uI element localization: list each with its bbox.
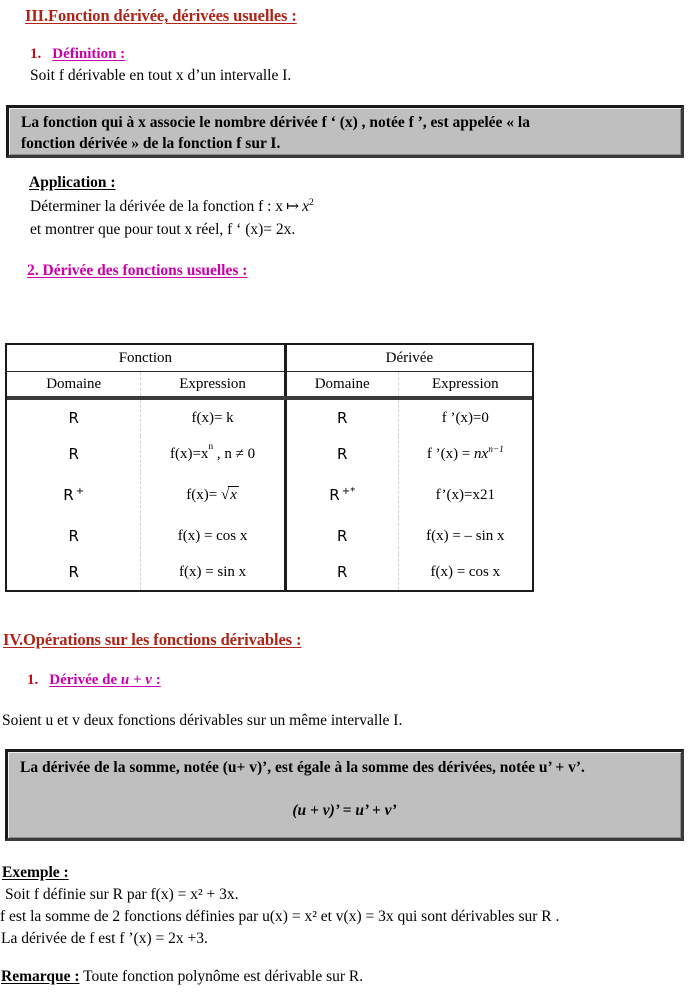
cell-fn-expression-lhs: f(x)=: [186, 487, 221, 503]
definition-callout-text: [21, 113, 671, 155]
sqrt-icon: √: [220, 487, 230, 503]
cell-der-domain: R: [285, 518, 398, 554]
cell-fn-domain: R: [7, 518, 141, 554]
usual-derivatives-table: [5, 343, 534, 592]
sum-rule-formula: (u + v)’ = u’ + v’: [292, 802, 397, 819]
cell-der-expression: [398, 436, 532, 472]
subheading-definition: [30, 46, 125, 63]
application-line1: [30, 198, 314, 216]
section-heading-iii: III.Fonction dérivée, dérivées usuelles :: [25, 6, 297, 25]
cell-fn-expression-base: f(x)=x: [169, 445, 209, 462]
table-row: [7, 400, 532, 436]
cell-fn-expression-exponent: n: [208, 441, 214, 452]
cell-der-domain-superscript: +*: [341, 486, 356, 497]
cell-fn-expression: [141, 472, 285, 518]
cell-fn-domain-superscript: +: [75, 486, 85, 497]
table-subheader-fn-domaine: Domaine: [7, 372, 141, 397]
cell-der-expression-lhs: f ’(x) =: [426, 445, 475, 462]
cell-fn-expression: [141, 436, 285, 472]
definition-intro-text: Soit f dérivable en tout x d’un intervalle I.: [30, 67, 292, 84]
cell-der-expression: f(x) = – sin x: [426, 527, 505, 544]
subheading-definition-label: Définition :: [52, 46, 126, 62]
section-heading-iv: IV.Opérations sur les fonctions dérivables :: [3, 630, 302, 649]
table-group-header-derivee: Dérivée: [285, 345, 532, 372]
subheading-definition-number: 1.: [30, 46, 42, 62]
subheading-usual-derivatives: 2. Dérivée des fonctions usuelles :: [27, 262, 248, 279]
table-subheader-fn-expression: Expression: [141, 372, 285, 397]
cell-fn-expression-cond: , n ≠ 0: [213, 445, 256, 462]
table-group-header-fonction: Fonction: [7, 345, 285, 372]
cell-fn-expression: f(x)= k: [141, 400, 285, 436]
cell-fn-expression: f(x) = cos x: [141, 518, 285, 554]
table-subheader-der-domaine: Domaine: [285, 372, 398, 397]
application-expression-base: x: [302, 198, 309, 215]
cell-fn-domain-symbol: R: [63, 486, 74, 504]
cell-fn-domain: R: [7, 436, 141, 472]
definition-callout-line1: La fonction qui à x associe le nombre dérivée f ‘ (x) , notée f ’, est appelée « la: [21, 114, 530, 131]
cell-der-expression: f ’(x)=0: [441, 409, 489, 426]
cell-der-domain: R: [285, 436, 398, 472]
remark-text: Toute fonction polynôme est dérivable sur R.: [79, 968, 364, 985]
maps-to-arrow-icon: ↦: [286, 198, 300, 215]
table-row: [7, 554, 532, 590]
sum-rule-statement: La dérivée de la somme, notée (u+ v)’, est égale à la somme des dérivées, notée u’ + v’.: [20, 759, 585, 776]
cell-der-expression: f(x) = cos x: [430, 563, 501, 580]
sum-rule-callout-box: [5, 749, 684, 841]
cell-der-expression-base: nx: [474, 445, 489, 462]
cell-der-domain: [285, 472, 398, 518]
remark-label: Remarque :: [1, 968, 80, 985]
subheading-uv-label: Dérivée de u + v :: [49, 672, 161, 688]
table-row: [7, 472, 532, 518]
application-line1-prefix: Déterminer la dérivée de la fonction f : x: [30, 198, 284, 215]
cell-der-domain-symbol: R: [329, 486, 340, 504]
application-expression-exponent: 2: [308, 196, 314, 208]
cell-fn-domain: R: [7, 400, 141, 436]
cell-der-expression: f’(x)=x21: [435, 486, 495, 503]
cell-der-domain: R: [285, 400, 398, 436]
subheading-uv-number: 1.: [27, 672, 39, 688]
example-line1: Soit f définie sur R par f(x) = x² + 3x.: [5, 886, 239, 903]
table-sub-header-row: [7, 372, 532, 397]
application-heading: Application :: [29, 174, 116, 191]
application-line2: et montrer que pour tout x réel, f ‘ (x)= 2x.: [30, 221, 296, 238]
cell-fn-domain: [7, 472, 141, 518]
cell-fn-domain: R: [7, 554, 141, 590]
table-subheader-der-expression: Expression: [431, 375, 499, 392]
table-row: [7, 436, 532, 472]
cell-fn-expression: f(x) = sin x: [141, 554, 285, 590]
cell-der-expression-exponent: n−1: [488, 444, 504, 455]
example-line2: f est la somme de 2 fonctions définies par u(x) = x² et v(x) = 3x qui sont dérivables sur R .: [0, 908, 560, 925]
cell-der-domain: R: [285, 554, 398, 590]
example-heading: Exemple :: [2, 864, 69, 881]
cell-fn-expression-radicand: x: [230, 487, 237, 503]
definition-callout-line2: fonction dérivée » de la fonction f sur I.: [21, 134, 281, 152]
remark-line: [1, 968, 363, 986]
section4-intro-text: Soient u et v deux fonctions dérivables sur un même intervalle I.: [2, 712, 403, 729]
table-group-header-row: [7, 345, 532, 372]
subheading-derivative-u-plus-v: [27, 672, 161, 689]
table-row: [7, 518, 532, 554]
definition-callout-box: [6, 105, 684, 158]
example-line3: La dérivée de f est f ’(x) = 2x +3.: [1, 930, 208, 947]
